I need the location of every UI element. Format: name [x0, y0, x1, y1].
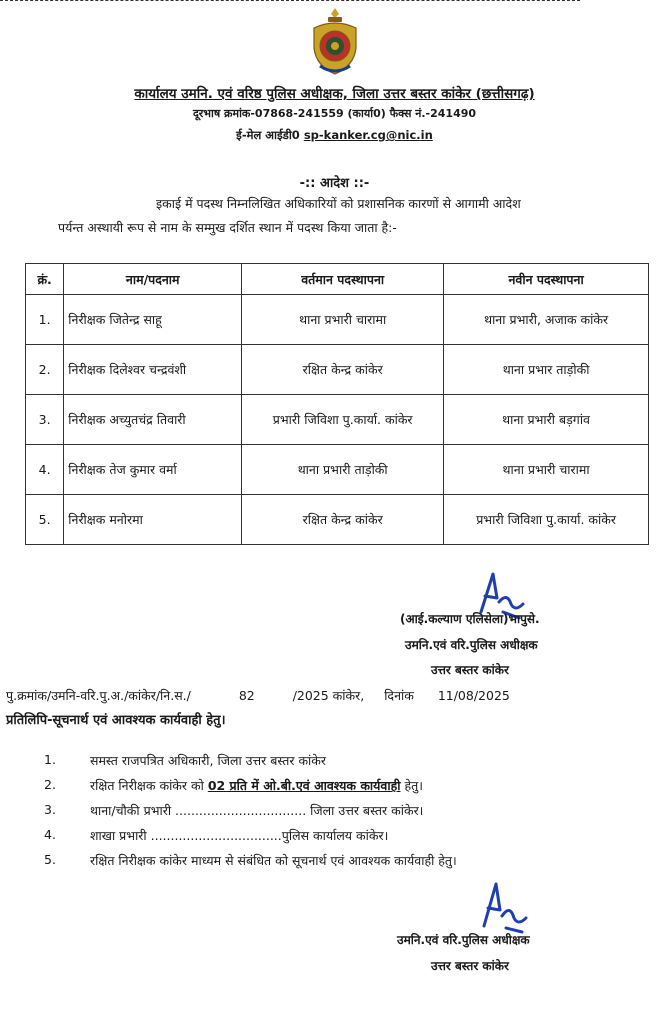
cell-current: प्रभारी जिविशा पु.कार्या. कांकेर [242, 395, 444, 445]
cell-name: निरीक्षक मनोरमा [64, 495, 242, 545]
list-item-emphasis: 02 प्रति में ओ.बी.एवं आवश्यक कार्यवाही [207, 778, 401, 793]
list-item [90, 752, 326, 769]
signatory-designation: उमनि.एवं वरि.पुलिस अधीक्षक [397, 933, 530, 947]
col-header-name: नाम/पदनाम [64, 264, 242, 295]
cell-sno: 4. [26, 445, 64, 495]
table-row [26, 345, 649, 395]
reference-date: 11/08/2025 [437, 688, 510, 703]
list-item-text: समस्त राजपत्रित अधिकारी, जिला उत्तर बस्तर कांकेर [90, 753, 326, 768]
signatory-name: (आई.कल्याण एलिसेला)भापुसे. [400, 612, 540, 626]
cell-current: थाना प्रभारी चारामा [242, 295, 444, 345]
office-title: कार्यालय उमनि. एवं वरिष्ठ पुलिस अधीक्षक, जिला उत्तर बस्तर कांकेर (छत्तीसगढ़) [134, 86, 535, 102]
cell-new: थाना प्रभारी चारामा [444, 445, 649, 495]
list-item-text: रक्षित निरीक्षक कांकेर माध्यम से संबंधित को सूचनार्थ एवं आवश्यक कार्यवाही हेतु। [90, 853, 457, 868]
reference-prefix: पु.क्रमांक/उमनि-वरि.पु.अ./कांकेर/नि.स./ [6, 688, 191, 703]
reference-number: 82 [238, 688, 255, 703]
email-line [0, 128, 669, 143]
email-label: ई-मेल आईडी0 [236, 128, 300, 142]
table-row [26, 395, 649, 445]
table-row [26, 495, 649, 545]
cell-current: रक्षित केन्द्र कांकेर [242, 495, 444, 545]
header-separator [0, 0, 580, 1]
table-row [26, 295, 649, 345]
list-item [90, 852, 457, 869]
cell-sno: 1. [26, 295, 64, 345]
table-header-row [26, 264, 649, 295]
list-number: 4. [44, 827, 56, 842]
cell-sno: 3. [26, 395, 64, 445]
cell-sno: 5. [26, 495, 64, 545]
order-heading: -:: आदेश ::- [299, 176, 370, 191]
phone-fax-line: दूरभाष क्रमांक-07868-241559 (कार्या0) फैक्स नं.-241490 [192, 107, 477, 120]
copy-heading: प्रतिलिपि-सूचनार्थ एवं आवश्यक कार्यवाही हेतु। [6, 713, 226, 728]
cell-name: निरीक्षक अच्युतचंद्र तिवारी [64, 395, 242, 445]
email-link[interactable]: sp-kanker.cg@nic.in [303, 128, 433, 142]
cell-name: निरीक्षक जितेन्द्र साहू [64, 295, 242, 345]
transfer-table [25, 263, 649, 545]
signatory-district: उत्तर बस्तर कांकेर [431, 663, 509, 677]
cell-new: थाना प्रभार ताड़ोकी [444, 345, 649, 395]
col-header-current: वर्तमान पदस्थापना [242, 264, 444, 295]
col-header-new: नवीन पदस्थापना [444, 264, 649, 295]
cell-sno: 2. [26, 345, 64, 395]
cell-new: थाना प्रभारी बड़गांव [444, 395, 649, 445]
list-item-text: थाना/चौकी प्रभारी ................................. जिला उत्तर बस्तर कांकेर। [90, 803, 424, 818]
cell-current: रक्षित केन्द्र कांकेर [242, 345, 444, 395]
reference-year-place: /2025 कांकेर, [292, 688, 365, 703]
list-number: 3. [44, 802, 56, 817]
list-number: 2. [44, 777, 56, 792]
list-item [90, 827, 388, 844]
col-header-sno: क्रं. [26, 264, 64, 295]
reference-date-label: दिनांक [384, 688, 414, 703]
reference-line [6, 687, 510, 704]
list-item-suffix: हेतु। [400, 778, 423, 793]
list-number: 1. [44, 752, 56, 767]
police-emblem-icon [306, 6, 364, 78]
cell-name: निरीक्षक तेज कुमार वर्मा [64, 445, 242, 495]
signatory-district: उत्तर बस्तर कांकेर [431, 959, 509, 973]
list-item [90, 802, 423, 819]
cell-new: प्रभारी जिविशा पु.कार्या. कांकेर [444, 495, 649, 545]
cell-current: थाना प्रभारी ताड़ोकी [242, 445, 444, 495]
list-number: 5. [44, 852, 56, 867]
order-paragraph-line1: इकाई में पदस्थ निम्नलिखित अधिकारियों को प्रशासनिक कारणों से आगामी आदेश [156, 196, 521, 211]
table-row [26, 445, 649, 495]
order-paragraph-line2: पर्यन्त अस्थायी रूप से नाम के सम्मुख दर्शित स्थान में पदस्थ किया जाता है:- [58, 220, 397, 235]
cell-name: निरीक्षक दिलेश्वर चन्द्रवंशी [64, 345, 242, 395]
list-item-text: शाखा प्रभारी .................................पुलिस कार्यालय कांकेर। [90, 828, 389, 843]
cell-new: थाना प्रभारी, अजाक कांकेर [444, 295, 649, 345]
list-item-text: रक्षित निरीक्षक कांकेर को [90, 778, 208, 793]
list-item [90, 777, 423, 794]
signatory-designation: उमनि.एवं वरि.पुलिस अधीक्षक [405, 638, 538, 652]
